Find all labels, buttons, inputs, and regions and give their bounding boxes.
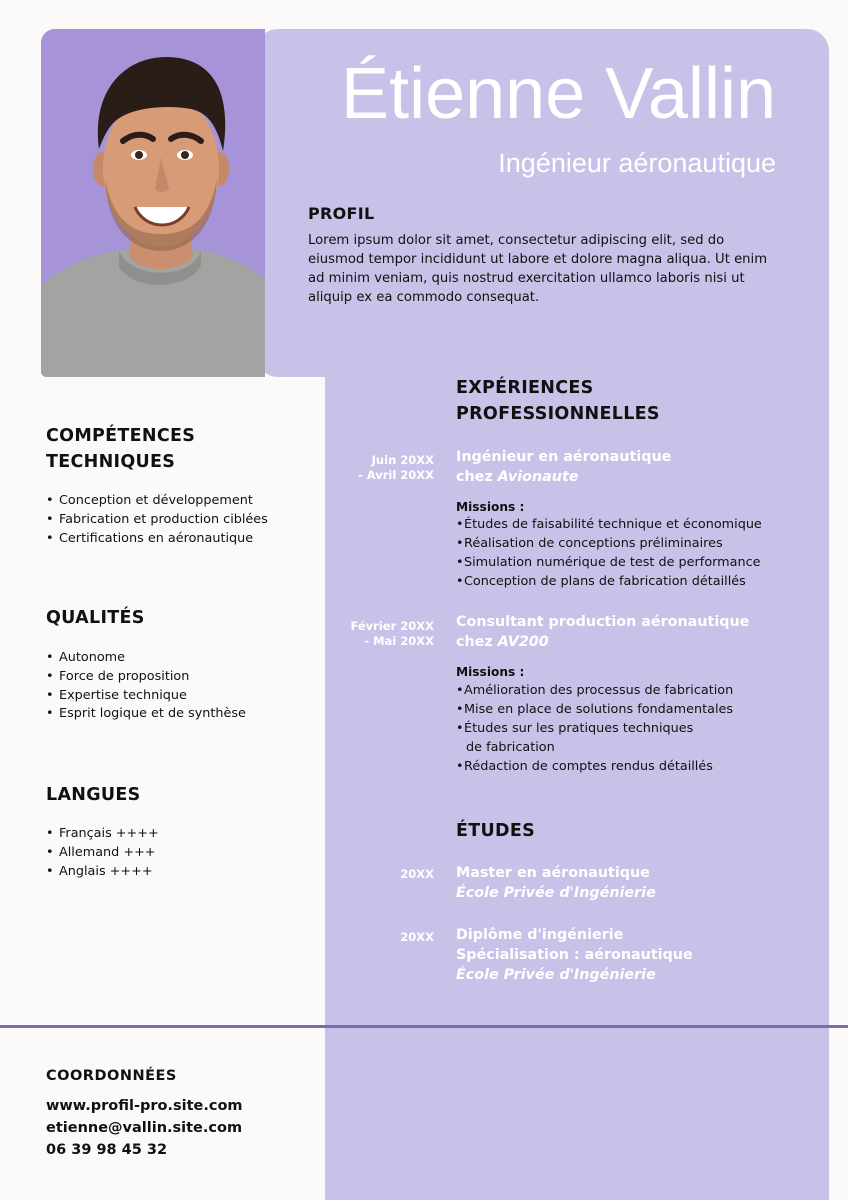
list-item: • Anglais ++++ [46, 863, 159, 882]
job-company-line [456, 467, 671, 487]
mission-item: • Mise en place de solutions fondamentales [456, 700, 733, 719]
list-item: • Français ++++ [46, 825, 159, 844]
profile-photo [41, 29, 265, 377]
job-date [344, 619, 434, 649]
mission-item-continuation: de fabrication [466, 740, 555, 755]
languages-heading: LANGUES [46, 785, 141, 805]
education-year: 20XX [400, 867, 434, 881]
job-date-end: - Mai 20XX [364, 634, 434, 648]
education-entry [456, 925, 693, 985]
mission-item: • Études de faisabilité technique et économique [456, 515, 762, 534]
education-school: École Privée d'Ingénierie [456, 885, 656, 901]
education-specialization: Spécialisation : aéronautique [456, 947, 693, 963]
job-at: chez [456, 469, 493, 485]
job-at: chez [456, 634, 493, 650]
education-degree: Master en aéronautique [456, 865, 650, 881]
list-item: • Esprit logique et de synthèse [46, 705, 246, 724]
job-date-start: Juin 20XX [371, 453, 434, 467]
job-company: AV200 [497, 634, 549, 650]
languages-list [46, 825, 159, 881]
candidate-name: Étienne Vallin [341, 54, 776, 134]
divider-line [0, 1025, 848, 1028]
job-company: Avionaute [497, 469, 579, 485]
education-entry [456, 863, 656, 903]
profile-line: aliquip ex ea commodo consequat. [308, 290, 540, 305]
missions-list [456, 515, 762, 591]
job-date-start: Février 20XX [350, 619, 434, 633]
job-title [456, 612, 749, 652]
job-title [456, 447, 671, 487]
job-role: Consultant production aéronautique [456, 614, 750, 630]
list-item: • Expertise technique [46, 687, 246, 706]
profile-line: eiusmod tempor incididunt ut labore et dolore magna aliqua. Ut enim [308, 252, 768, 267]
job-company-line [456, 632, 749, 652]
education-year: 20XX [400, 930, 434, 944]
mission-item: • Réalisation de conceptions préliminaires [456, 534, 762, 553]
contact-heading: COORDONNÉES [46, 1068, 177, 1084]
experience-heading [456, 375, 660, 427]
education-degree: Diplôme d'ingénierie [456, 927, 624, 943]
list-item: • Force de proposition [46, 668, 246, 687]
skills-list [46, 492, 268, 548]
skills-heading-line: TECHNIQUES [46, 452, 176, 472]
missions-label: Missions : [456, 500, 525, 514]
education-school: École Privée d'Ingénierie [456, 967, 656, 983]
mission-item: • Amélioration des processus de fabrication [456, 681, 733, 700]
list-item: • Allemand +++ [46, 844, 159, 863]
education-heading: ÉTUDES [456, 821, 535, 841]
job-role: Ingénieur en aéronautique [456, 449, 672, 465]
profile-heading: PROFIL [308, 204, 375, 223]
skills-heading [46, 423, 195, 475]
contact-website[interactable]: www.profil-pro.site.com [46, 1098, 243, 1114]
mission-item: • Rédaction de comptes rendus détaillés [456, 757, 733, 776]
job-date-end: - Avril 20XX [357, 468, 434, 482]
profile-summary [308, 231, 778, 307]
portrait-illustration [41, 29, 265, 377]
list-item: • Certifications en aéronautique [46, 530, 268, 549]
list-item: • Conception et développement [46, 492, 268, 511]
missions-label: Missions : [456, 665, 525, 679]
qualities-list [46, 649, 246, 724]
mission-item: • Simulation numérique de test de performance [456, 553, 762, 572]
contact-phone[interactable]: 06 39 98 45 32 [46, 1142, 168, 1158]
qualities-heading: QUALITÉS [46, 608, 145, 628]
mission-item: • Études sur les pratiques techniques [456, 719, 733, 738]
candidate-job-title: Ingénieur aéronautique [498, 148, 776, 178]
list-item: • Fabrication et production ciblées [46, 511, 268, 530]
experience-heading-line: EXPÉRIENCES [456, 378, 594, 398]
profile-line: Lorem ipsum dolor sit amet, consectetur adipiscing elit, sed do [308, 233, 725, 248]
profile-line: ad minim veniam, quis nostrud exercitation ullamco laboris nisi ut [308, 271, 745, 286]
missions-list [456, 681, 733, 776]
mission-item: • Conception de plans de fabrication détaillés [456, 572, 762, 591]
skills-heading-line: COMPÉTENCES [46, 426, 196, 446]
list-item: • Autonome [46, 649, 246, 668]
experience-heading-line: PROFESSIONNELLES [456, 404, 660, 424]
job-date [344, 453, 434, 483]
contact-email[interactable]: etienne@vallin.site.com [46, 1120, 243, 1136]
